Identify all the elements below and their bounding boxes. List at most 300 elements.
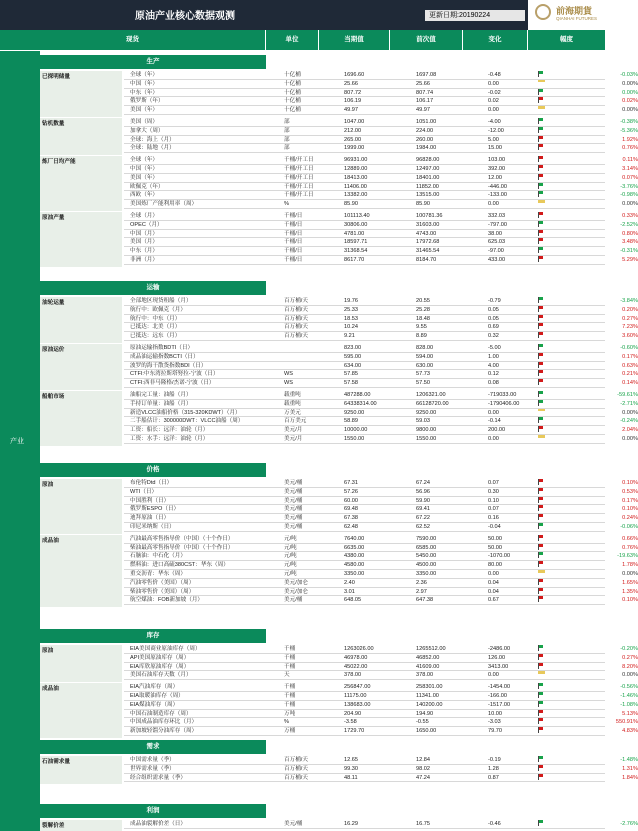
previous-value: 9.55 — [416, 324, 427, 331]
change-value: -4.00 — [488, 119, 501, 125]
unit: % — [284, 201, 289, 208]
unit: 千桶/日 — [284, 248, 303, 255]
current-value: 67.31 — [344, 480, 358, 486]
unit: 千桶/开工日 — [284, 183, 314, 190]
pct-value: -1.48% — [620, 757, 638, 763]
change-value: 38.00 — [488, 230, 502, 237]
pct-value: -0.03% — [620, 72, 638, 78]
col-header-pct: 幅度 — [528, 30, 605, 50]
pct-value: 0.17% — [622, 353, 638, 360]
red-flag-icon — [538, 174, 544, 180]
unit: 十亿桶 — [284, 98, 301, 105]
previous-value: 49.97 — [416, 107, 430, 114]
current-value: 45022.00 — [344, 663, 368, 670]
previous-value: 807.74 — [416, 89, 434, 96]
table-row — [124, 535, 638, 544]
red-flag-icon — [538, 353, 544, 359]
table-row — [124, 523, 638, 532]
change-value: -0.02 — [488, 89, 501, 96]
unit: 美元/月 — [284, 427, 303, 434]
previous-value: 17972.68 — [416, 239, 440, 246]
logo-subtext: QIANHAI FUTURES — [556, 16, 598, 21]
change-value: 50.00 — [488, 535, 502, 542]
change-value: -719033.00 — [488, 392, 517, 398]
unit: 百万桶/天 — [284, 757, 308, 763]
pct-value: 0.00% — [622, 201, 638, 208]
unit: 百万桶/天 — [284, 333, 308, 340]
red-flag-icon — [538, 426, 544, 432]
red-flag-icon — [538, 370, 544, 376]
flat-bar-icon — [538, 106, 545, 109]
red-flag-icon — [538, 362, 544, 368]
flat-bar-icon — [538, 200, 545, 203]
unit: 百万桶/天 — [284, 774, 308, 781]
unit: 万美元 — [284, 409, 301, 416]
previous-value: 25.28 — [416, 306, 430, 313]
table-row — [124, 71, 638, 80]
pct-value: 4.83% — [622, 728, 638, 735]
green-flag-icon — [538, 183, 544, 189]
change-value: 0.67 — [488, 597, 499, 604]
previous-value: 4743.00 — [416, 230, 437, 237]
red-flag-icon — [538, 727, 544, 733]
current-value: 4580.00 — [344, 562, 365, 569]
unit: % — [284, 719, 289, 726]
table-row — [124, 118, 638, 127]
unit: 美元/桶 — [284, 524, 303, 530]
logo-text: 前海期貨 — [556, 6, 593, 16]
table-row — [124, 238, 638, 247]
unit: 十亿桶 — [284, 89, 301, 96]
indicator-name: 新造VLCC油船价格（315-320KDWT）（月） — [130, 409, 241, 416]
previous-value: 98.02 — [416, 765, 430, 772]
unit: 部 — [284, 127, 290, 134]
change-value: -1517.00 — [488, 701, 511, 708]
pct-value: 1.35% — [622, 588, 638, 595]
change-value: -1454.00 — [488, 684, 511, 691]
change-value: -0.14 — [488, 418, 501, 425]
current-value: 807.72 — [344, 89, 362, 96]
green-flag-icon — [538, 552, 544, 558]
red-flag-icon — [538, 479, 544, 485]
pct-value: 1.31% — [622, 765, 638, 772]
current-value: 31368.54 — [344, 248, 368, 255]
previous-value: 20.55 — [416, 298, 430, 304]
indicator-name: 美国（月） — [130, 239, 158, 246]
indicator-name: 中国石油制造库存（周） — [130, 710, 192, 717]
pct-value: 0.33% — [622, 213, 638, 219]
current-value: 1550.00 — [344, 436, 365, 442]
change-value: 0.00 — [488, 80, 499, 87]
current-value: 2.40 — [344, 579, 355, 586]
table-row — [124, 727, 638, 736]
previous-value: 647.38 — [416, 597, 434, 604]
previous-value: 13515.00 — [416, 192, 440, 199]
pct-value: 0.80% — [622, 230, 638, 237]
current-value: 18413.00 — [344, 174, 368, 181]
current-value: 46978.00 — [344, 654, 368, 661]
unit: 百万桶/天 — [284, 298, 308, 304]
unit: 美元/加仑 — [284, 588, 308, 595]
change-value: 0.87 — [488, 774, 499, 781]
change-value: 0.00 — [488, 436, 499, 442]
change-value: 103.00 — [488, 157, 506, 164]
indicator-name: 航空煤油：FOB新加坡（月） — [130, 597, 204, 604]
current-value: 10.24 — [344, 324, 358, 331]
current-value: 487288.00 — [344, 392, 371, 398]
group-label: 裂解价差 — [42, 823, 65, 829]
change-value: 10.00 — [488, 710, 502, 717]
previous-value: 16.75 — [416, 821, 430, 827]
table-row — [124, 230, 638, 239]
indicator-name: 美国（年） — [130, 174, 158, 181]
green-flag-icon — [538, 127, 544, 133]
red-flag-icon — [538, 156, 544, 162]
unit: 元/吨 — [284, 562, 297, 569]
indicator-name: 全球（年） — [130, 157, 158, 164]
red-flag-icon — [538, 315, 544, 321]
pct-value: -1.46% — [620, 693, 638, 699]
green-flag-icon — [538, 701, 544, 707]
current-value: 16.29 — [344, 821, 358, 827]
current-value: 12889.00 — [344, 166, 368, 172]
col-header-unit: 单位 — [266, 30, 318, 50]
table-row — [124, 718, 638, 727]
table-row — [124, 156, 638, 165]
previous-value: 630.00 — [416, 362, 434, 369]
indicator-name: 成品油运输指数BCTI（日） — [130, 353, 199, 360]
indicator-name: 俄罗斯（年） — [130, 98, 164, 105]
unit: 美元/桶 — [284, 821, 303, 827]
change-value: 0.05 — [488, 306, 499, 313]
pct-value: 0.00% — [622, 107, 638, 114]
red-flag-icon — [538, 535, 544, 541]
group-label: 油轮运量 — [42, 300, 65, 306]
indicator-name: 全球：海上（月） — [130, 136, 175, 143]
table-row — [124, 174, 638, 183]
indicator-name: 美国炼厂产能利用率（周） — [130, 201, 198, 208]
green-flag-icon — [538, 820, 544, 826]
previous-value: 46852.00 — [416, 654, 440, 661]
current-value: 1999.00 — [344, 145, 365, 152]
table-row — [124, 417, 638, 426]
change-value: 332.03 — [488, 213, 506, 219]
red-flag-icon — [538, 323, 544, 329]
change-value: -446.00 — [488, 183, 507, 190]
indicator-name: 二手船估计：300000DWT：VLCC油船（周） — [130, 418, 244, 425]
change-value: 0.16 — [488, 515, 499, 522]
previous-value: 67.22 — [416, 515, 430, 522]
col-header-change: 变化 — [463, 30, 527, 50]
pct-value: 0.07% — [622, 174, 638, 181]
indicator-name: 工资：船长：远洋：油轮（月） — [130, 427, 209, 434]
unit: 千桶 — [284, 646, 296, 652]
previous-value: 9250.00 — [416, 409, 437, 416]
indicator-name: 欧佩克（年） — [130, 183, 164, 190]
current-value: 378.00 — [344, 672, 362, 679]
table-row — [124, 409, 638, 418]
table-row — [124, 221, 638, 230]
table-row — [124, 89, 638, 98]
current-value: 69.48 — [344, 506, 358, 513]
pct-value: 0.00% — [622, 672, 638, 679]
green-flag-icon — [538, 417, 544, 423]
indicator-name: EIA取暖油库存（周） — [130, 693, 184, 699]
indicator-name: EIA煤油库存（周） — [130, 701, 179, 708]
flat-bar-icon — [538, 435, 545, 438]
pct-value: 0.76% — [622, 544, 638, 551]
previous-value: 11341.00 — [416, 693, 439, 699]
indicator-name: 中国成品油库存环比（月） — [130, 719, 198, 726]
current-value: 11406.00 — [344, 183, 367, 190]
current-value: 4380.00 — [344, 553, 365, 560]
previous-value: 12497.00 — [416, 166, 440, 172]
red-flag-icon — [538, 144, 544, 150]
current-value: 57.26 — [344, 488, 358, 495]
previous-value: 258301.00 — [416, 684, 443, 691]
change-value: 5.00 — [488, 136, 499, 143]
previous-value: 194.90 — [416, 710, 434, 717]
table-row — [124, 127, 638, 136]
current-value: 101113.40 — [344, 213, 370, 219]
previous-value: 106.17 — [416, 98, 434, 105]
previous-value: 3350.00 — [416, 571, 437, 577]
table-row — [124, 765, 638, 774]
table-row — [124, 756, 638, 765]
flat-bar-icon — [538, 80, 545, 83]
change-value: 50.00 — [488, 544, 502, 551]
red-flag-icon — [538, 136, 544, 142]
previous-value: 1650.00 — [416, 728, 437, 735]
indicator-name: 西欧（年） — [130, 192, 158, 199]
previous-value: 12.84 — [416, 757, 430, 763]
col-header-previous: 前次值 — [390, 30, 462, 50]
green-flag-icon — [538, 297, 544, 303]
unit: 美元/桶 — [284, 480, 303, 486]
change-value: 0.32 — [488, 333, 499, 340]
pct-value: -0.06% — [620, 524, 638, 530]
pct-value: -2.52% — [620, 221, 638, 228]
table-row — [124, 544, 638, 553]
red-flag-icon — [538, 306, 544, 312]
group-label: 成品油 — [42, 686, 59, 693]
section-header: 价格 — [40, 463, 266, 477]
pct-value: 0.10% — [622, 480, 638, 486]
pct-value: 0.00% — [622, 436, 638, 442]
unit: 百万桶/天 — [284, 324, 308, 331]
green-flag-icon — [538, 692, 544, 698]
current-value: 7640.00 — [344, 535, 365, 542]
table-row — [124, 191, 638, 200]
previous-value: 260.00 — [416, 136, 434, 143]
pct-value: 3.60% — [622, 333, 638, 340]
red-flag-icon — [538, 561, 544, 567]
current-value: 57.85 — [344, 371, 358, 378]
indicator-name: 中东（年） — [130, 89, 158, 96]
table-row — [124, 353, 638, 362]
previous-value: 67.24 — [416, 480, 430, 486]
indicator-name: 印尼米纳斯（日） — [130, 524, 175, 530]
current-value: 25.66 — [344, 80, 358, 87]
previous-value: 8184.70 — [416, 257, 437, 263]
indicator-name: 已抵达：北美（月） — [130, 324, 181, 331]
pct-value: 0.20% — [622, 306, 638, 313]
col-header-spot: 现货 — [0, 30, 265, 50]
previous-value: 59.03 — [416, 418, 430, 425]
change-value: -0.48 — [488, 72, 501, 78]
unit: 万吨 — [284, 710, 296, 717]
pct-value: 8.20% — [622, 663, 638, 670]
table-row — [124, 596, 638, 605]
previous-value: 2.36 — [416, 579, 427, 586]
indicator-name: 迪拜原油（日） — [130, 515, 170, 522]
table-row — [124, 552, 638, 561]
indicator-name: 已抵达：远东（月） — [130, 333, 181, 340]
unit: 万桶 — [284, 728, 296, 735]
previous-value: 1206321.00 — [416, 392, 446, 398]
pct-value: 5.13% — [622, 710, 638, 717]
current-value: 634.00 — [344, 362, 362, 369]
red-flag-icon — [538, 505, 544, 511]
previous-value: 59.90 — [416, 497, 430, 504]
change-value: 80.00 — [488, 562, 502, 569]
table-row — [124, 497, 638, 506]
table-row — [124, 97, 638, 106]
indicator-name: 新加坡轻馏分油库存（周） — [130, 728, 198, 735]
green-flag-icon — [538, 71, 544, 77]
current-value: 4781.00 — [344, 230, 365, 237]
section-header: 生产 — [40, 55, 266, 69]
unit: 元/吨 — [284, 535, 297, 542]
indicator-name: 全球：陆地（月） — [130, 145, 175, 152]
side-category-label: 产业 — [10, 438, 24, 445]
red-flag-icon — [538, 718, 544, 724]
previous-value: 100781.36 — [416, 213, 443, 219]
previous-value: 57.50 — [416, 380, 430, 387]
change-value: 0.00 — [488, 672, 499, 679]
section-header: 利润 — [40, 804, 266, 818]
red-flag-icon — [538, 588, 544, 594]
current-value: 1729.70 — [344, 728, 365, 735]
green-flag-icon — [538, 756, 544, 762]
indicator-name: 波罗的海干散货指数BDI（日） — [130, 362, 207, 369]
table-row — [124, 579, 638, 588]
group-label: 已探明储量 — [42, 74, 70, 80]
pct-value: 0.76% — [622, 145, 638, 152]
change-value: 1.00 — [488, 353, 499, 360]
indicator-name: 经合组织需求量（季） — [130, 774, 186, 781]
unit: 十亿桶 — [284, 80, 301, 87]
pct-value: 0.10% — [622, 597, 638, 604]
previous-value: 5450.00 — [416, 553, 437, 560]
table-row — [124, 701, 638, 710]
red-flag-icon — [538, 488, 544, 494]
pct-value: -0.24% — [620, 418, 638, 425]
previous-value: 69.41 — [416, 506, 430, 513]
pct-value: 1.84% — [622, 774, 638, 781]
indicator-name: OPEC（月） — [130, 221, 163, 228]
indicator-name: 中国（年） — [130, 166, 158, 172]
table-row — [124, 645, 638, 654]
red-flag-icon — [538, 230, 544, 236]
green-flag-icon — [538, 645, 544, 651]
table-row — [124, 144, 638, 153]
indicator-name: 航行中：欧佩克（月） — [130, 306, 186, 313]
pct-value: 550.91% — [615, 719, 638, 726]
change-value: 0.00 — [488, 201, 499, 208]
pct-value: 0.53% — [622, 488, 638, 495]
change-value: 0.04 — [488, 579, 499, 586]
indicator-name: 中国（年） — [130, 80, 158, 87]
pct-value: -2.76% — [620, 821, 638, 827]
pct-value: -3.84% — [620, 298, 638, 304]
change-value: -0.46 — [488, 821, 501, 827]
change-value: 433.00 — [488, 257, 506, 263]
change-value: -0.19 — [488, 757, 501, 763]
unit: 载重吨 — [284, 392, 301, 398]
indicator-name: 布伦特Dtd（日） — [130, 480, 173, 486]
table-row — [124, 323, 638, 332]
table-row — [124, 379, 638, 388]
green-flag-icon — [538, 118, 544, 124]
unit: 千桶/日 — [284, 230, 303, 237]
change-value: 0.05 — [488, 315, 499, 322]
previous-value: 1051.00 — [416, 119, 437, 125]
page-title: 原油产业核心数据观测 — [135, 11, 235, 22]
indicator-name: 中国（月） — [130, 230, 158, 237]
change-value: 625.03 — [488, 239, 506, 246]
indicator-name: 美国石油库存天数（月） — [130, 672, 192, 679]
pct-value: 0.63% — [622, 362, 638, 369]
previous-value: -0.55 — [416, 719, 429, 726]
current-value: 256847.00 — [344, 684, 371, 691]
current-value: 19.76 — [344, 298, 358, 304]
previous-value: 47.24 — [416, 774, 430, 781]
section-header: 需求 — [40, 740, 266, 754]
pct-value: -0.60% — [620, 345, 638, 351]
section-header: 运输 — [40, 281, 266, 295]
unit: 千桶/日 — [284, 239, 303, 246]
previous-value: 224.00 — [416, 127, 434, 134]
pct-value: -2.71% — [620, 400, 638, 407]
red-flag-icon — [538, 497, 544, 503]
group-bg — [40, 535, 122, 607]
red-flag-icon — [538, 654, 544, 660]
pct-value: 0.00% — [622, 80, 638, 87]
indicator-name: 非洲（月） — [130, 257, 158, 263]
pct-value: -19.63% — [617, 553, 638, 560]
table-row — [124, 561, 638, 570]
indicator-name: 航行中：中东（月） — [130, 315, 181, 322]
previous-value: 8.89 — [416, 333, 427, 340]
current-value: 1696.60 — [344, 72, 365, 78]
previous-value: 7590.00 — [416, 535, 437, 542]
indicator-name: 石脑油：中石化（月） — [130, 553, 186, 560]
red-flag-icon — [538, 774, 544, 780]
pct-value: 0.02% — [622, 98, 638, 105]
previous-value: 18.48 — [416, 315, 430, 322]
green-flag-icon — [538, 247, 544, 253]
group-label: 原油运价 — [42, 347, 65, 353]
indicator-name: 全部地区现货租船（月） — [130, 298, 192, 304]
previous-value: 594.00 — [416, 353, 434, 360]
pct-value: 0.24% — [622, 515, 638, 522]
unit: WS — [284, 371, 294, 378]
pct-value: 0.00% — [622, 89, 638, 96]
unit: 美元/桶 — [284, 597, 303, 604]
previous-value: 378.00 — [416, 672, 434, 679]
unit: 美元/桶 — [284, 497, 303, 504]
